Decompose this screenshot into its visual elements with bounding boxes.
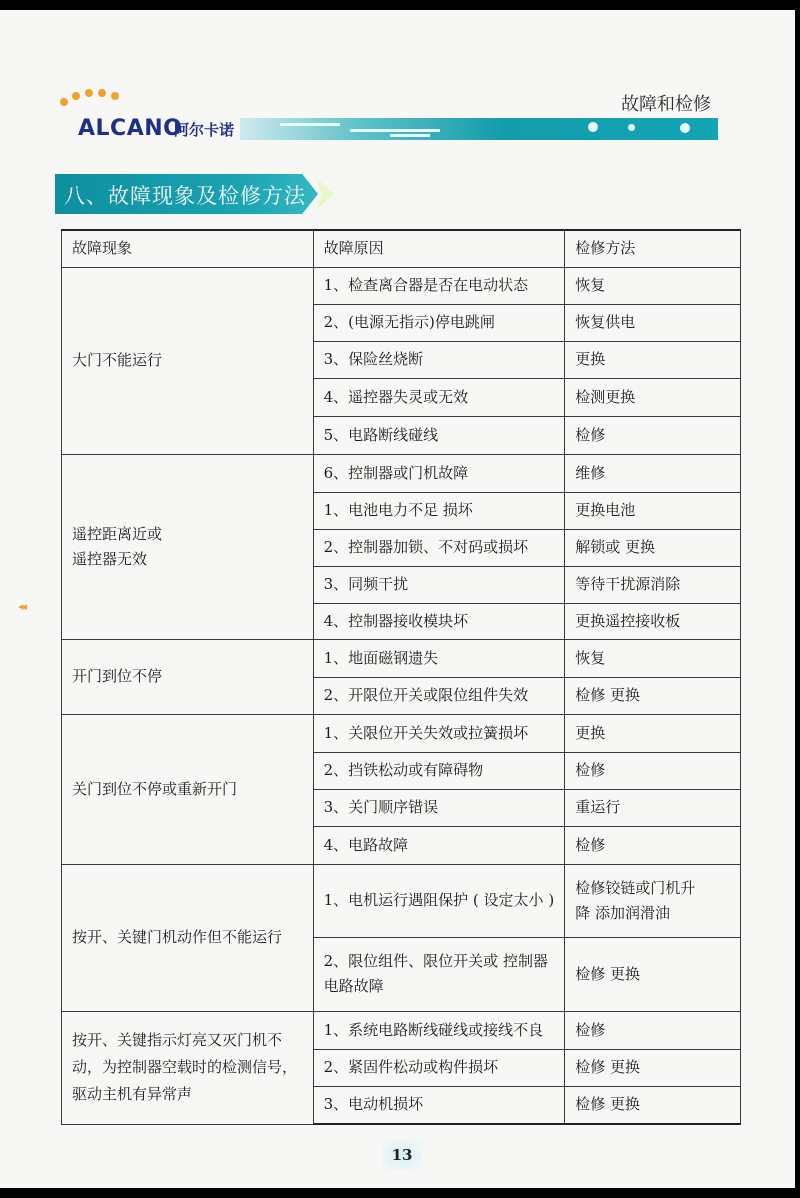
column-header-symptom: 故障现象 <box>62 230 314 267</box>
cause-cell: 4、电路故障 <box>313 826 565 864</box>
fix-cell: 检修 <box>565 416 741 454</box>
fix-cell: 更换遥控接收板 <box>565 603 741 639</box>
fix-cell: 重运行 <box>565 789 741 826</box>
cause-cell: 1、地面磁钢遗失 <box>313 639 565 677</box>
fix-cell: 检修 更换 <box>565 937 741 1011</box>
cause-cell: 1、电机运行遇阻保护 ( 设定太小 ) <box>313 864 565 937</box>
fix-cell: 恢复供电 <box>565 304 741 341</box>
cause-cell: 3、电动机损坏 <box>313 1086 565 1124</box>
cause-cell: 2、挡铁松动或有障碍物 <box>313 752 565 789</box>
symptom-cell: 遥控距离近或 遥控器无效 <box>62 454 314 639</box>
fix-cell: 恢复 <box>565 639 741 677</box>
fix-cell: 检修 更换 <box>565 677 741 714</box>
header-band <box>240 118 718 140</box>
cause-cell: 3、关门顺序错误 <box>313 789 565 826</box>
cause-cell: 2、限位组件、限位开关或 控制器 电路故障 <box>313 937 565 1011</box>
fix-cell: 检修 更换 <box>565 1086 741 1124</box>
cause-cell: 4、控制器接收模块坏 <box>313 603 565 639</box>
cause-cell: 3、同频干扰 <box>313 566 565 603</box>
cause-cell: 2、控制器加锁、不对码或损坏 <box>313 529 565 566</box>
brand-name-cn: 阿尔卡诺 <box>174 121 235 139</box>
fix-cell: 维修 <box>565 454 741 492</box>
symptom-cell: 关门到位不停或重新开门 <box>62 714 314 864</box>
cause-cell: 1、关限位开关失效或拉簧损坏 <box>313 714 565 752</box>
fault-table <box>61 229 741 1125</box>
fix-cell: 检修铰链或门机升 降 添加润滑油 <box>565 864 741 937</box>
title-arrow-icon <box>316 178 334 210</box>
cause-cell: 3、保险丝烧断 <box>313 341 565 378</box>
fix-cell: 检修 更换 <box>565 1049 741 1086</box>
fix-cell: 解锁或 更换 <box>565 529 741 566</box>
fix-cell: 更换 <box>565 714 741 752</box>
brand-name: ALCANO <box>78 116 183 141</box>
page-number: 13 <box>382 1140 422 1170</box>
cause-cell: 2、紧固件松动或构件损坏 <box>313 1049 565 1086</box>
brand-logo <box>58 88 248 144</box>
fix-cell: 检修 <box>565 826 741 864</box>
logo-dots <box>58 88 128 106</box>
fix-cell: 检修 <box>565 1011 741 1049</box>
cause-cell: 4、遥控器失灵或无效 <box>313 378 565 416</box>
symptom-cell: 按开、关键指示灯亮又灭门机不 动，为控制器空载时的检测信号， 驱动主机有异常声 <box>62 1011 314 1124</box>
column-header-fix: 检修方法 <box>565 230 741 267</box>
fix-cell: 恢复 <box>565 267 741 304</box>
symptom-cell: 大门不能运行 <box>62 267 314 454</box>
cause-cell: 1、检查离合器是否在电动状态 <box>313 267 565 304</box>
table-row <box>62 714 741 752</box>
manual-page <box>0 10 795 1188</box>
symptom-cell: 开门到位不停 <box>62 639 314 714</box>
cause-cell: 6、控制器或门机故障 <box>313 454 565 492</box>
table-row <box>62 454 741 492</box>
table-row <box>62 864 741 937</box>
cause-cell: 1、电池电力不足 损坏 <box>313 492 565 529</box>
cause-cell: 2、(电源无指示)停电跳闸 <box>313 304 565 341</box>
cause-cell: 1、系统电路断线碰线或接线不良 <box>313 1011 565 1049</box>
page-edge-arrow-icon: ◂◂ <box>18 600 26 613</box>
fix-cell: 检修 <box>565 752 741 789</box>
fix-cell: 更换 <box>565 341 741 378</box>
column-header-cause: 故障原因 <box>313 230 565 267</box>
fix-cell: 等待干扰源消除 <box>565 566 741 603</box>
section-label: 故障和检修 <box>621 94 711 115</box>
table-row <box>62 267 741 304</box>
symptom-cell: 按开、关键门机动作但不能运行 <box>62 864 314 1011</box>
table-header-row <box>62 230 741 267</box>
fix-cell: 更换电池 <box>565 492 741 529</box>
table-row <box>62 1011 741 1049</box>
cause-cell: 5、电路断线碰线 <box>313 416 565 454</box>
page-title: 八、故障现象及检修方法 <box>64 184 306 208</box>
fix-cell: 检测更换 <box>565 378 741 416</box>
cause-cell: 2、开限位开关或限位组件失效 <box>313 677 565 714</box>
table-row <box>62 639 741 677</box>
